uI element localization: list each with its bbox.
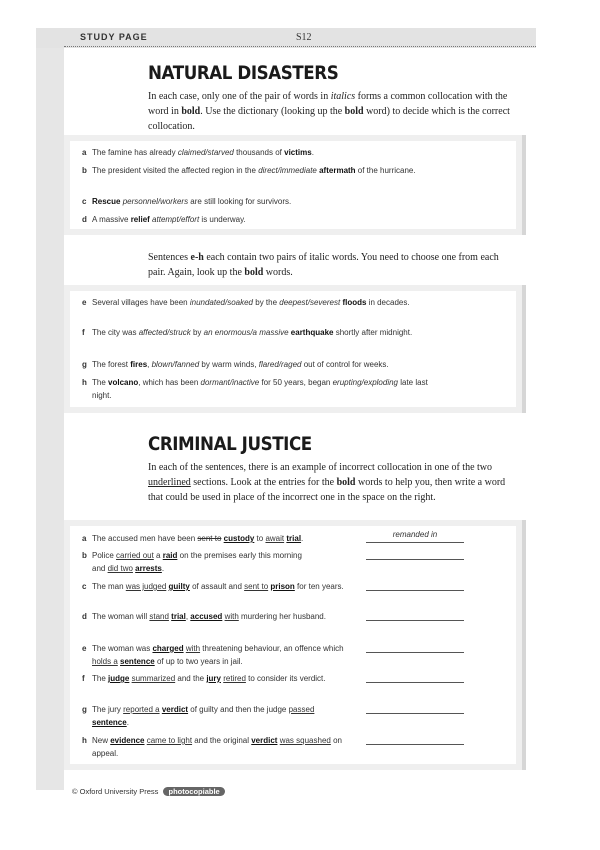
exercise-item-g: g The forest fires, blown/fanned by warm winds, flared/raged out of control for weeks. <box>82 360 389 369</box>
answer-line-e[interactable] <box>366 640 464 653</box>
section-title-criminal-justice: CRIMINAL JUSTICE <box>148 433 312 455</box>
justice-item-a: a The accused men have been sent to custody to await trial. <box>82 534 304 543</box>
answer-line-f[interactable] <box>366 670 464 683</box>
example-answer: remanded in <box>392 530 438 539</box>
justice-item-e: e The woman was charged with threatening behaviour, an offence which holds a sentence of up to two years in jail. <box>82 644 344 666</box>
section-title-natural-disasters: NATURAL DISASTERS <box>148 62 339 84</box>
copyright-text: © Oxford University Press <box>72 787 159 796</box>
justice-item-h: h New evidence came to light and the original verdict was squashed on appeal. <box>82 736 342 758</box>
section1-instructions-2: Sentences e-h each contain two pairs of italic words. You need to choose one from each pair. Again, look up the bold words. <box>148 252 499 278</box>
answer-line-a[interactable] <box>366 530 464 543</box>
section1-instructions: In each case, only one of the pair of words in italics forms a common collocation with the word in bold. Use the dictionary (looking up the bold word) to decide which is the correct collocation. <box>148 91 510 132</box>
study-page-label: STUDY PAGE <box>80 32 148 42</box>
justice-item-b: b Police carried out a raid on the premises early this morning and did two arrests. <box>82 551 302 573</box>
justice-item-g: g The jury reported a verdict of guilty and then the judge passed sentence. <box>82 705 315 727</box>
footer <box>72 787 225 796</box>
header-divider <box>64 46 536 47</box>
exercise-item-e: e Several villages have been inundated/soaked by the deepest/severest floods in decades. <box>82 298 410 307</box>
header-band-left <box>36 28 64 48</box>
justice-item-d: d The woman will stand trial, accused with murdering her husband. <box>82 612 326 621</box>
section2-instructions: In each of the sentences, there is an example of incorrect collocation in one of the two underlined sections. Look at the entries for the bold words to help you, then write a word that could be used in place of the incorrect one in the space on the right. <box>148 462 506 503</box>
answer-line-b[interactable] <box>366 547 464 560</box>
answer-line-c[interactable] <box>366 578 464 591</box>
exercise-item-d: d A massive relief attempt/effort is underway. <box>82 215 246 224</box>
answer-line-h[interactable] <box>366 732 464 745</box>
exercise-item-b: b The president visited the affected region in the direct/immediate aftermath of the hurricane. <box>82 166 416 175</box>
justice-item-f: f The judge summarized and the jury retired to consider its verdict. <box>82 674 326 683</box>
left-margin-band <box>36 28 64 790</box>
page-number: S12 <box>296 32 312 43</box>
answer-line-g[interactable] <box>366 701 464 714</box>
justice-item-c: c The man was judged guilty of assault and sent to prison for ten years. <box>82 582 344 591</box>
exercise-item-f: f The city was affected/struck by an enormous/a massive earthquake shortly after midnight. <box>82 328 413 337</box>
photocopiable-badge: photocopiable <box>163 787 224 796</box>
answer-line-d[interactable] <box>366 608 464 621</box>
exercise-item-c: c Rescue personnel/workers are still looking for survivors. <box>82 197 292 206</box>
exercise-item-a: a The famine has already claimed/starved thousands of victims. <box>82 148 314 157</box>
exercise-item-h: h The volcano, which has been dormant/inactive for 50 years, began erupting/exploding late last night. <box>82 378 428 400</box>
